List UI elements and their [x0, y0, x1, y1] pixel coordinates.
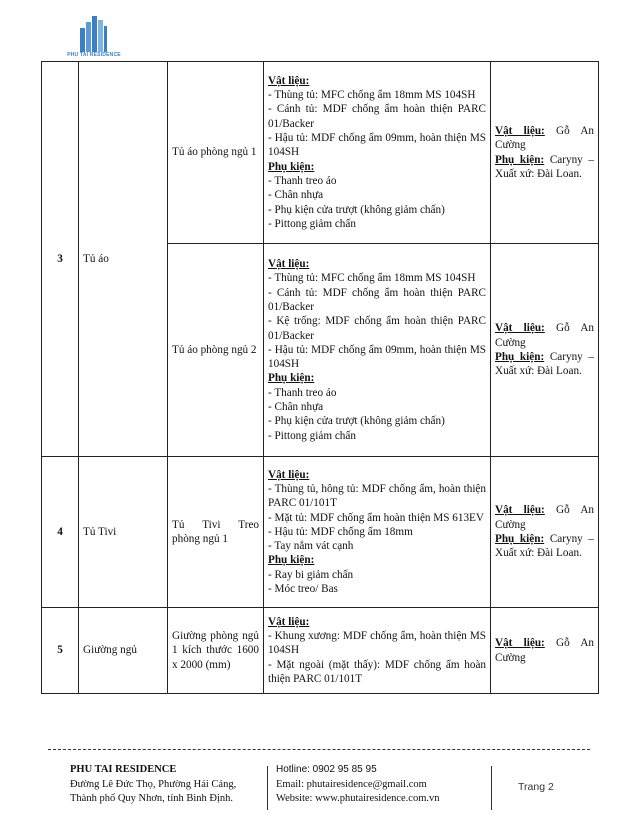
- note-accessory-value: Caryny – Xuất xứ: Đài Loan.: [495, 153, 594, 180]
- item-note: [491, 457, 599, 608]
- material-line: - Thùng tủ: MFC chống ẩm 18mm MS 104SH: [268, 272, 476, 285]
- material-line: - Mặt ngoài (mặt thấy): MDF chống ẩm hoàn thiện PARC 01/101T: [268, 658, 486, 685]
- note-material-value: Gỗ An Cường: [495, 504, 594, 531]
- item-name: Giường ngủ: [79, 608, 168, 694]
- note-accessory-value: Caryny – Xuất xứ: Đài Loan.: [495, 351, 594, 378]
- item-location: Tủ áo phòng ngủ 1: [168, 62, 264, 244]
- accessories-heading: Phụ kiện:: [268, 160, 315, 173]
- footer-page-number: Trang 2: [518, 781, 554, 793]
- note-accessory-label: Phụ kiện:: [495, 153, 545, 166]
- note-accessory: [495, 532, 594, 561]
- accessory-line: - Phụ kiện cửa trượt (không giảm chấn): [268, 203, 445, 216]
- note-material-label: Vật liệu:: [495, 637, 545, 650]
- footer-email[interactable]: Email: phutairesidence@gmail.com: [276, 778, 427, 790]
- accessory-line: - Phụ kiện cửa trượt (không giảm chấn): [268, 415, 445, 428]
- materials-heading: Vật liệu:: [268, 468, 310, 481]
- item-location: Tủ áo phòng ngủ 2: [168, 244, 264, 457]
- materials-heading: Vật liệu:: [268, 74, 310, 87]
- accessory-line: - Chân nhựa: [268, 189, 324, 202]
- specification-table: [41, 61, 599, 694]
- accessory-line: - Thanh treo áo: [268, 174, 337, 187]
- note-material: [495, 503, 594, 532]
- footer-divider: [48, 749, 590, 750]
- material-line: - Kệ trống: MDF chống ẩm hoàn thiện PARC 01/Backer: [268, 315, 486, 342]
- row-number: 5: [42, 608, 79, 694]
- footer-separator: [267, 766, 268, 810]
- note-material-label: Vật liệu:: [495, 124, 545, 137]
- accessories-heading: Phụ kiện:: [268, 372, 315, 385]
- accessory-line: - Chân nhựa: [268, 401, 324, 414]
- note-material-label: Vật liệu:: [495, 504, 545, 517]
- item-description: [264, 608, 491, 694]
- building-logo-icon: [78, 14, 108, 52]
- item-note: [491, 244, 599, 457]
- note-material-label: Vật liệu:: [495, 322, 545, 335]
- item-location: Giường phòng ngủ 1 kích thước 1600 x 2000 (mm): [168, 608, 264, 694]
- note-material: [495, 636, 594, 665]
- material-line: - Khung xương: MDF chống ẩm, hoàn thiện MS 104SH: [268, 630, 486, 657]
- note-material-value: Gỗ An Cường: [495, 124, 594, 152]
- item-name: Tủ áo: [79, 62, 168, 457]
- row-number: 3: [42, 62, 79, 457]
- footer-contact: [276, 763, 440, 807]
- material-line: - Cánh tủ: MDF chống ẩm hoàn thiện PARC 01/Backer: [268, 286, 486, 313]
- table-row: [42, 62, 599, 244]
- note-accessory: [495, 153, 594, 182]
- item-location: Tủ Tivi Treo phòng ngủ 1: [168, 457, 264, 608]
- item-description: [264, 62, 491, 244]
- note-accessory-label: Phụ kiện:: [495, 533, 545, 545]
- note-material-value: Gỗ An Cường: [495, 322, 594, 349]
- footer-separator: [491, 766, 492, 810]
- accessory-line: - Ray bi giảm chấn: [268, 568, 354, 581]
- accessory-line: - Móc treo/ Bas: [268, 583, 338, 596]
- footer-company: [70, 763, 236, 807]
- material-line: - Thùng tủ: MFC chống ẩm 18mm MS 104SH: [268, 89, 476, 102]
- accessory-line: - Pittong giảm chấn: [268, 217, 356, 230]
- note-material: [495, 124, 594, 153]
- table-row: [42, 608, 599, 694]
- material-line: - Hậu tủ: MDF chống ẩm 18mm: [268, 525, 413, 538]
- note-material: [495, 321, 594, 350]
- note-accessory-value: Caryny – Xuất xứ: Đài Loan.: [495, 533, 594, 560]
- accessory-line: - Thanh treo áo: [268, 386, 337, 399]
- company-logo: [62, 14, 122, 62]
- note-accessory: [495, 350, 594, 379]
- row-number: 4: [42, 457, 79, 608]
- material-line: - Hậu tủ: MDF chống ẩm 09mm, hoàn thiện MS 104SH: [268, 132, 486, 159]
- item-name: Tủ Tivi: [79, 457, 168, 608]
- accessories-heading: Phụ kiện:: [268, 554, 315, 567]
- accessory-line: - Pittong giảm chấn: [268, 429, 356, 442]
- item-description: [264, 244, 491, 457]
- material-line: - Tay nắm vát cạnh: [268, 540, 354, 553]
- item-description: [264, 457, 491, 608]
- table-row: [42, 457, 599, 608]
- footer-address-line1: Đường Lê Đức Thọ, Phường Hải Cảng,: [70, 778, 237, 790]
- item-note: [491, 608, 599, 694]
- material-line: - Mặt tủ: MDF chống ẩm hoàn thiện MS 613EV: [268, 511, 484, 524]
- materials-heading: Vật liệu:: [268, 258, 310, 271]
- note-accessory-label: Phụ kiện:: [495, 351, 545, 363]
- note-material-value: Gỗ An Cường: [495, 637, 594, 664]
- footer-website[interactable]: Website: www.phutairesidence.com.vn: [276, 793, 440, 804]
- logo-text: PHU TAI RESIDENCE: [67, 52, 121, 58]
- material-line: - Hậu tủ: MDF chống ẩm 09mm, hoàn thiện MS 104SH: [268, 343, 486, 371]
- material-line: - Cánh tủ: MDF chống ẩm hoàn thiện PARC 01/Backer: [268, 103, 486, 130]
- item-note: [491, 62, 599, 244]
- materials-heading: Vật liệu:: [268, 615, 310, 628]
- footer-address-line2: Thành phố Quy Nhơn, tỉnh Bình Định.: [70, 793, 234, 804]
- material-line: - Thùng tủ, hông tủ: MDF chống ẩm, hoàn thiện PARC 01/101T: [268, 482, 486, 510]
- footer-hotline: Hotline: 0902 95 85 95: [276, 764, 377, 775]
- footer-company-name: PHU TAI RESIDENCE: [70, 764, 177, 775]
